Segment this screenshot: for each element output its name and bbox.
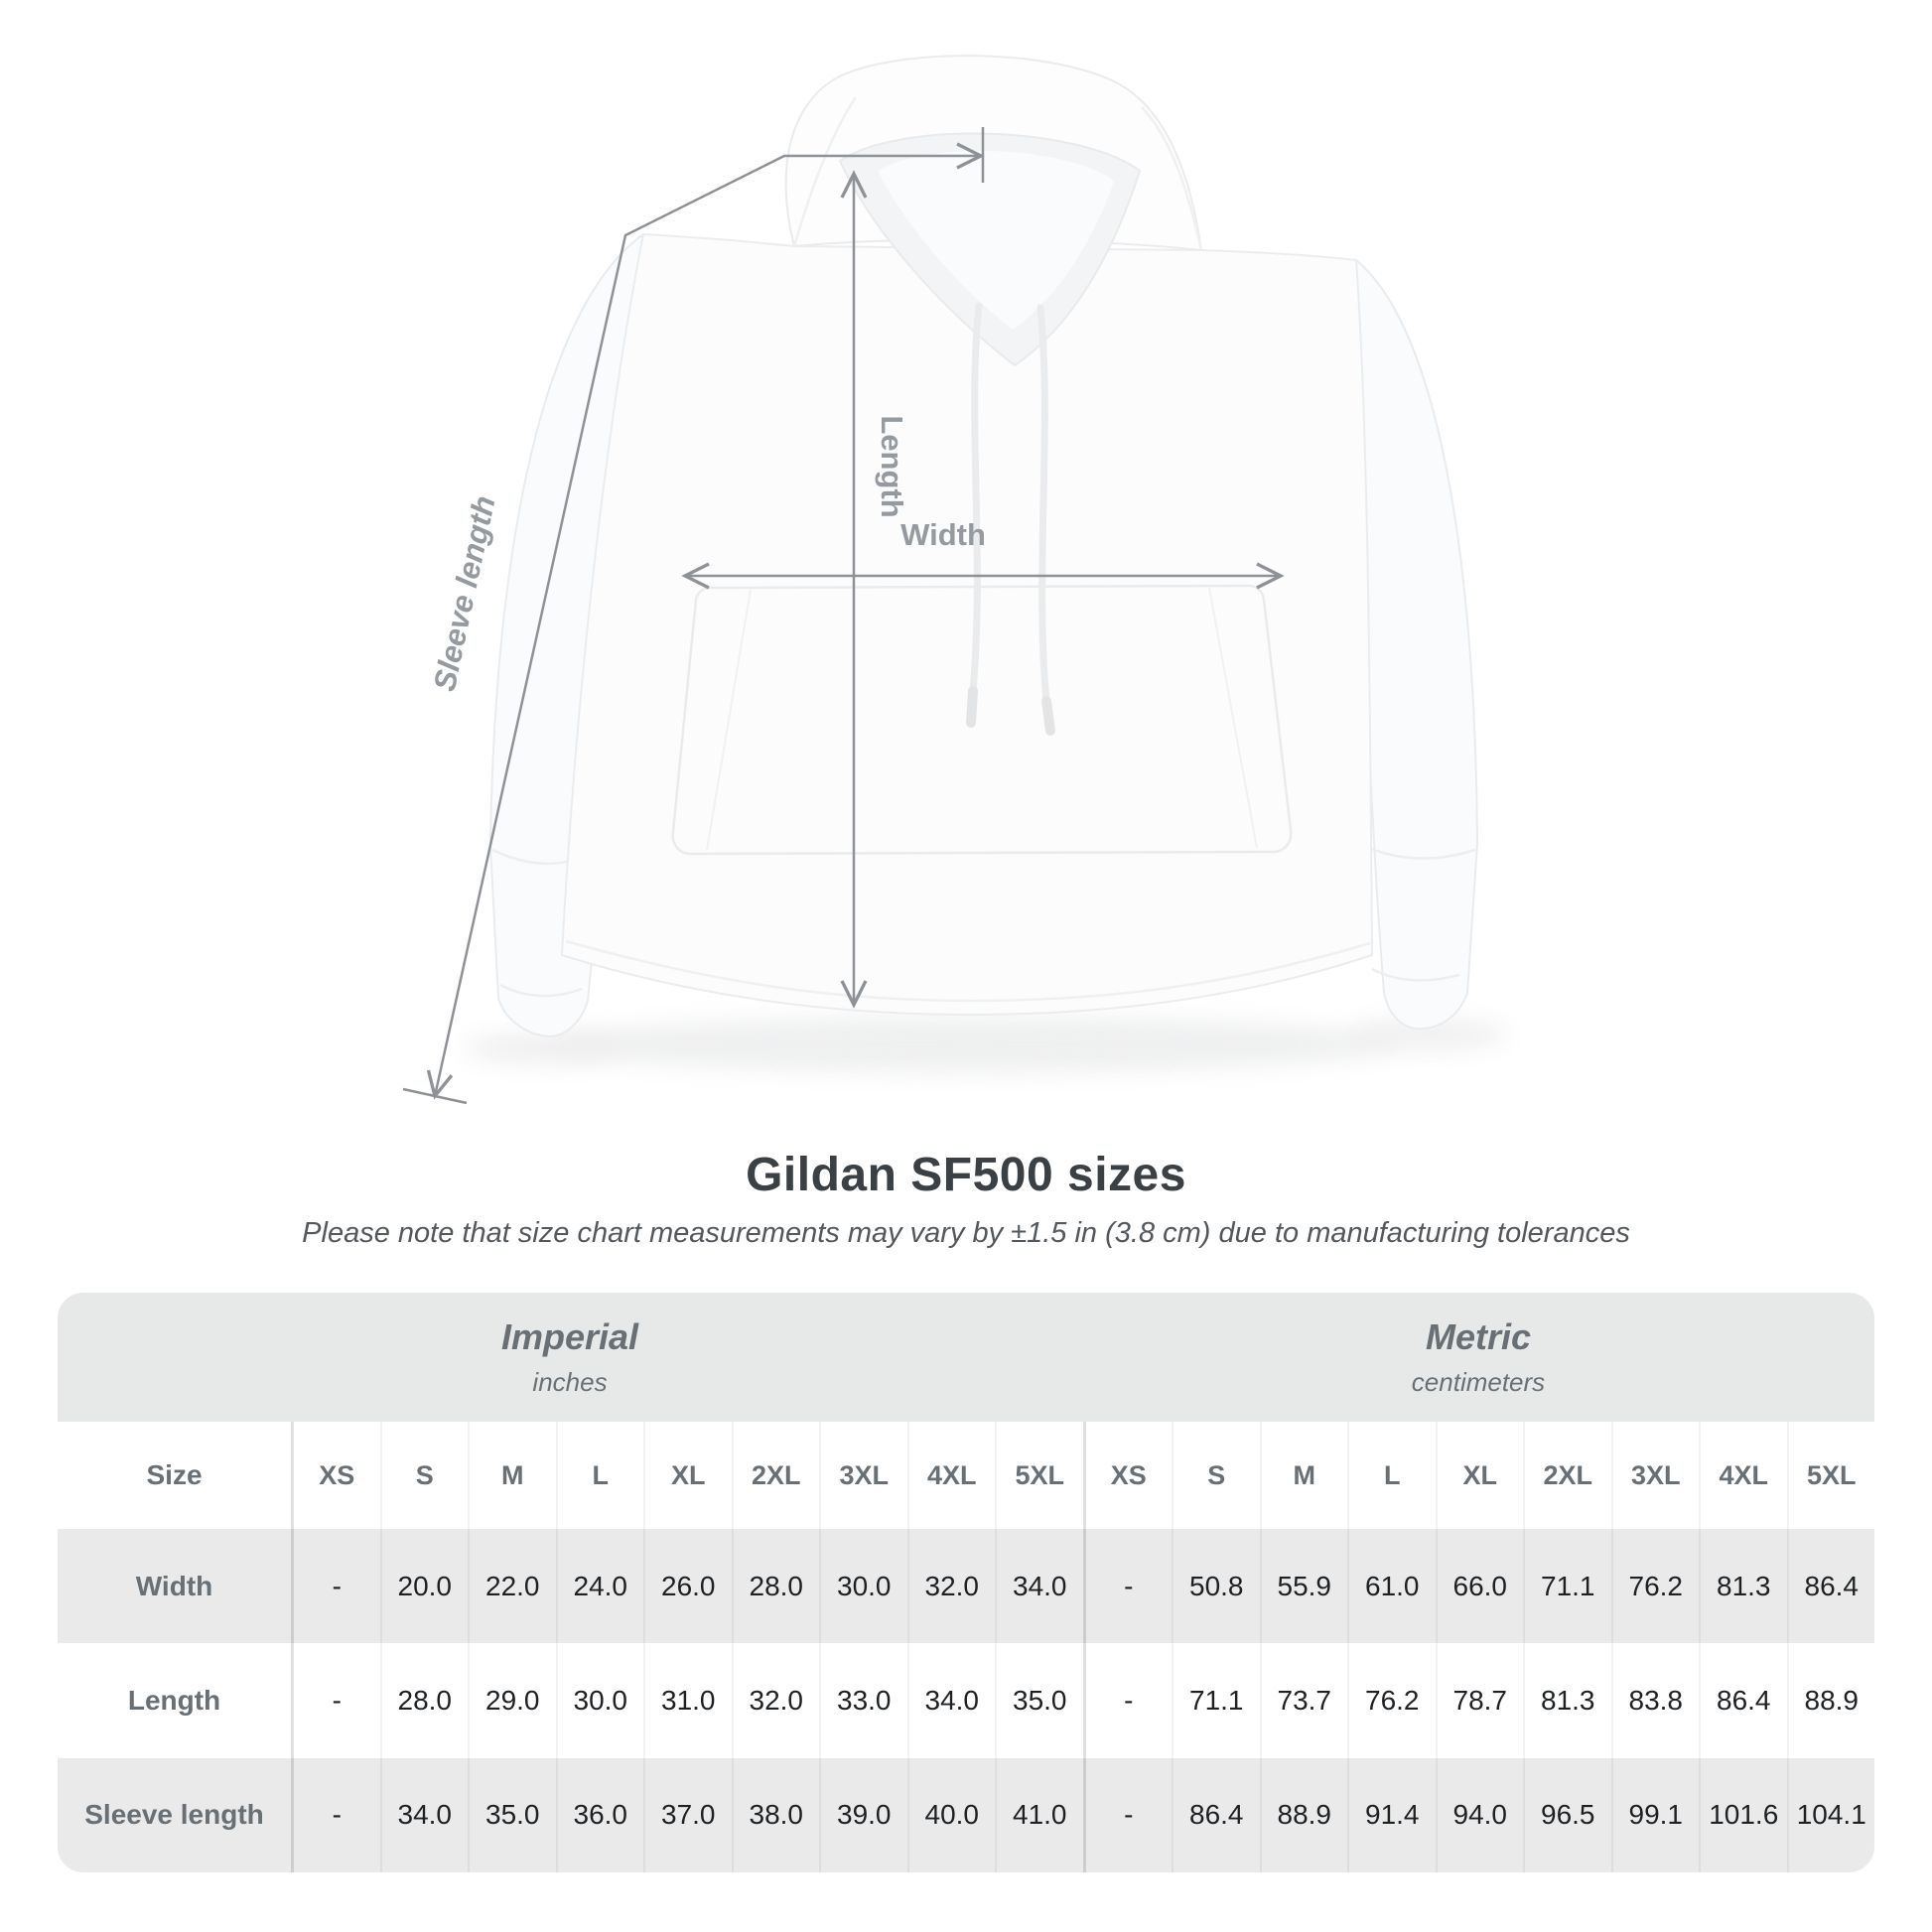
table-cell: 26.0: [643, 1529, 732, 1643]
unit-group-unit: centimeters: [1411, 1367, 1546, 1397]
col-header: 4XL: [1699, 1422, 1787, 1529]
table-cell: 28.0: [380, 1643, 469, 1757]
table-cell: 76.2: [1611, 1529, 1700, 1643]
table-cell: 30.0: [819, 1529, 907, 1643]
table-cell: -: [291, 1758, 380, 1872]
kangaroo-pocket: [673, 586, 1292, 854]
table-cell: 28.0: [732, 1529, 820, 1643]
table-cell: 38.0: [732, 1758, 820, 1872]
table-cell: 31.0: [643, 1643, 732, 1757]
drawstring-left: [973, 306, 979, 691]
col-header: 4XL: [907, 1422, 996, 1529]
table-cell: 76.2: [1347, 1643, 1436, 1757]
table-cell: -: [291, 1529, 380, 1643]
table-cell: 61.0: [1347, 1529, 1436, 1643]
table-cell: 88.9: [1787, 1643, 1875, 1757]
table-cell: 99.1: [1611, 1758, 1700, 1872]
table-cell: 101.6: [1699, 1758, 1787, 1872]
unit-band: [58, 1293, 1874, 1422]
col-header: 2XL: [732, 1422, 820, 1529]
col-header: 3XL: [819, 1422, 907, 1529]
col-header: XL: [643, 1422, 732, 1529]
col-header: M: [1260, 1422, 1348, 1529]
table-cell: -: [291, 1643, 380, 1757]
table-cell: 71.1: [1523, 1529, 1611, 1643]
table-cell: 55.9: [1260, 1529, 1348, 1643]
table-cell: 34.0: [995, 1529, 1083, 1643]
table-cell: 83.8: [1611, 1643, 1700, 1757]
table-cell: 34.0: [380, 1758, 469, 1872]
table-cell: 39.0: [819, 1758, 907, 1872]
unit-group-name: Metric: [1425, 1316, 1532, 1357]
table-cell: 22.0: [468, 1529, 556, 1643]
table-cell: 24.0: [556, 1529, 644, 1643]
table-cell: 86.4: [1172, 1758, 1260, 1872]
size-header-row: [58, 1422, 1874, 1529]
col-header: 2XL: [1523, 1422, 1611, 1529]
cuff-shadow-left: [465, 1033, 623, 1064]
table-row-width: [58, 1529, 1874, 1643]
table-cell: 36.0: [556, 1758, 644, 1872]
size-chart-table: [58, 1293, 1874, 1872]
table-cell: 32.0: [732, 1643, 820, 1757]
table-cell: 41.0: [995, 1758, 1083, 1872]
table-cell: 35.0: [995, 1643, 1083, 1757]
col-header: 5XL: [995, 1422, 1083, 1529]
table-cell: 71.1: [1172, 1643, 1260, 1757]
length-label: Length: [875, 415, 909, 518]
table-cell: 29.0: [468, 1643, 556, 1757]
table-cell: 40.0: [907, 1758, 996, 1872]
col-header: S: [1172, 1422, 1260, 1529]
table-cell: -: [1083, 1643, 1173, 1757]
width-label: Width: [900, 517, 986, 552]
table-cell: 32.0: [907, 1529, 996, 1643]
table-cell: 81.3: [1699, 1529, 1787, 1643]
sleeve-length-label: Sleeve length: [426, 492, 502, 695]
drawstring-left-aglet: [971, 691, 973, 723]
col-header: 5XL: [1787, 1422, 1875, 1529]
row-label: Sleeve length: [84, 1799, 264, 1831]
table-cell: 78.7: [1436, 1643, 1524, 1757]
col-header: XL: [1436, 1422, 1524, 1529]
hoodie-shadow: [546, 1017, 1400, 1072]
table-cell: 66.0: [1436, 1529, 1524, 1643]
table-cell: 86.4: [1699, 1643, 1787, 1757]
unit-group-unit: inches: [532, 1367, 608, 1397]
table-cell: 94.0: [1436, 1758, 1524, 1872]
col-header: 3XL: [1611, 1422, 1700, 1529]
table-cell: 20.0: [380, 1529, 469, 1643]
col-header: XS: [291, 1422, 380, 1529]
tolerance-note: Please note that size chart measurements may vary by ±1.5 in (3.8 cm) due to manufacturing tolerances: [302, 1217, 1630, 1249]
table-cell: 34.0: [907, 1643, 996, 1757]
col-header: S: [380, 1422, 469, 1529]
table-row-length: [58, 1643, 1874, 1757]
col-header: L: [1347, 1422, 1436, 1529]
table-cell: 86.4: [1787, 1529, 1875, 1643]
table-cell: 37.0: [643, 1758, 732, 1872]
col-header: XS: [1083, 1422, 1173, 1529]
col-header: M: [468, 1422, 556, 1529]
drawstring-right-aglet: [1046, 701, 1050, 731]
unit-group-imperial: [58, 1293, 1082, 1422]
table-cell: -: [1083, 1529, 1173, 1643]
table-cell: 104.1: [1787, 1758, 1875, 1872]
row-label: Width: [135, 1570, 213, 1601]
table-cell: 30.0: [556, 1643, 644, 1757]
unit-group-name: Imperial: [500, 1316, 639, 1357]
size-row-label: Size: [146, 1459, 203, 1490]
drawstring-right: [1040, 308, 1046, 701]
table-cell: -: [1083, 1758, 1173, 1872]
page-title: Gildan SF500 sizes: [746, 1149, 1186, 1201]
table-cell: 50.8: [1172, 1529, 1260, 1643]
col-header: L: [556, 1422, 644, 1529]
table-cell: 33.0: [819, 1643, 907, 1757]
table-cell: 96.5: [1523, 1758, 1611, 1872]
row-label: Length: [127, 1684, 221, 1716]
table-row-sleeve-length: [58, 1758, 1874, 1872]
table-cell: 91.4: [1347, 1758, 1436, 1872]
unit-group-metric: [1082, 1293, 1874, 1422]
table-cell: 35.0: [468, 1758, 556, 1872]
table-cell: 81.3: [1523, 1643, 1611, 1757]
table-cell: 88.9: [1260, 1758, 1348, 1872]
table-cell: 73.7: [1260, 1643, 1348, 1757]
